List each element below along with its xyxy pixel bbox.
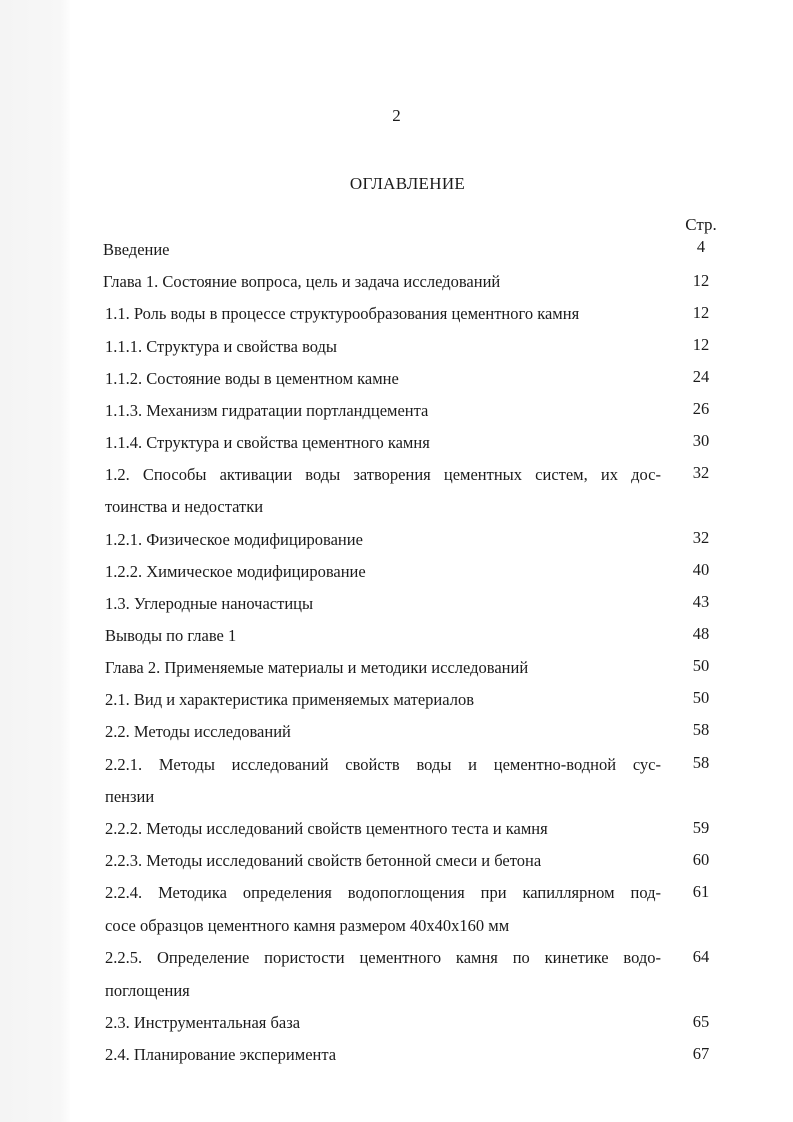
toc-entry-title: 1.2.2. Химическое модифицирование [105, 562, 366, 581]
toc-entry-title: сосе образцов цементного камня размером 40х40х160 мм [105, 916, 510, 935]
toc-entry-title: поглощения [105, 981, 190, 1000]
toc-entry-title: Глава 2. Применяемые материалы и методики исследований [105, 658, 529, 677]
toc-entry-title: 2.2.2. Методы исследований свойств цементного теста и камня [105, 819, 548, 838]
toc-entry-title: 1.1.3. Механизм гидратации портландцемента [105, 401, 429, 420]
toc-entry-title: 2.2. Методы исследований [105, 722, 291, 741]
toc-entry-title: 2.2.3. Методы исследований свойств бетонной смеси и бетона [105, 851, 542, 870]
toc-entry-title: 2.2.4. Методика определения водопоглощения при капиллярном под- [105, 883, 661, 902]
toc-entry-page: 50 [692, 688, 710, 707]
toc-entry-title: пензии [105, 787, 155, 806]
toc-entry-title: 2.1. Вид и характеристика применяемых материалов [105, 690, 475, 709]
toc-entry-title: 2.2.1. Методы исследований свойств воды и цементно-водной сус- [105, 755, 661, 774]
toc-entry-page: 40 [692, 560, 710, 579]
scan-margin [0, 0, 70, 1122]
toc-entry-page: 12 [692, 335, 710, 354]
toc-entry-page: 58 [692, 753, 710, 772]
page-number: 2 [392, 106, 401, 125]
toc-entry-page: 50 [692, 656, 710, 675]
toc-entry-page: 30 [692, 431, 710, 450]
toc-entry-page: 12 [692, 271, 710, 290]
toc-entry-title: 1.2.1. Физическое модифицирование [105, 530, 363, 549]
toc-entry-title: 1.2. Способы активации воды затворения цементных систем, их дос- [105, 465, 661, 484]
toc-entry-title: 2.4. Планирование эксперимента [105, 1045, 337, 1064]
toc-entry-page: 32 [692, 463, 710, 482]
toc-entry-page: 60 [692, 850, 710, 869]
toc-entry-page: 24 [692, 367, 710, 386]
page-column-header: Стр. [685, 215, 717, 234]
toc-entry-title: 1.1.4. Структура и свойства цементного камня [105, 433, 430, 452]
toc-entry-title: тоинства и недостатки [105, 497, 264, 516]
toc-entry-title: Глава 1. Состояние вопроса, цель и задача исследований [103, 272, 501, 291]
toc-entry-page: 58 [692, 720, 710, 739]
toc-entry-page: 64 [692, 947, 710, 966]
toc-entry-title: 1.1.2. Состояние воды в цементном камне [105, 369, 399, 388]
toc-entry-page: 4 [696, 237, 706, 256]
toc-entry-page: 59 [692, 818, 710, 837]
toc-entry-page: 12 [692, 303, 710, 322]
toc-entry-title: Введение [103, 240, 170, 259]
toc-entry-page: 26 [692, 399, 710, 418]
toc-entry-page: 67 [692, 1044, 710, 1063]
toc-entry-title: 1.1.1. Структура и свойства воды [105, 337, 337, 356]
page-title: ОГЛАВЛЕНИЕ [349, 174, 466, 193]
toc-entry-title: 1.1. Роль воды в процессе структурообразования цементного камня [105, 304, 580, 323]
toc-entry-title: 2.2.5. Определение пористости цементного камня по кинетике водо- [105, 948, 661, 967]
toc-entry-title: Выводы по главе 1 [105, 626, 237, 645]
toc-entry-page: 43 [692, 592, 710, 611]
toc-entry-page: 32 [692, 528, 710, 547]
toc-entry-title: 2.3. Инструментальная база [105, 1013, 301, 1032]
toc-entry-page: 61 [692, 882, 710, 901]
toc-entry-title: 1.3. Углеродные наночастицы [105, 594, 314, 613]
toc-entry-page: 65 [692, 1012, 710, 1031]
toc-entry-page: 48 [692, 624, 710, 643]
